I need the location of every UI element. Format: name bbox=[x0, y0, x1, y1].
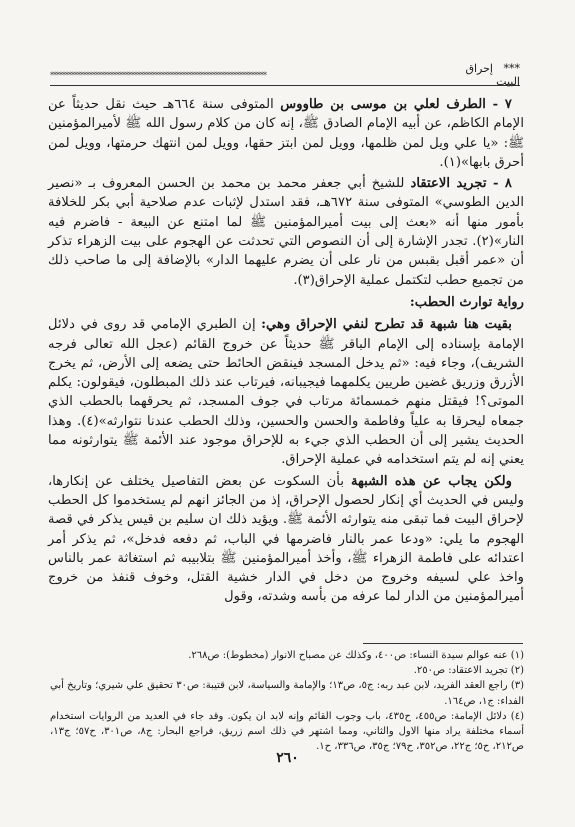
paragraph-objection: بقيت هنا شبهة قد تطرح لنفي الإحراق وهي: إن الطبري الإمامي قد روى في دلائل الإمامة بإسناده إلى الإمام الباقر ﷺ حديثاً عن خروج القائم (عجل الله تعالى فرجه الشريف)، وجاء فيه: «ثم يدخل المسجد فينقض الحائط حتى يضعه إلى الأرض، ثم يخرج الأزرق وزريق غضين طريين يكلمهما فيجيبانه، فيرتاب عند ذلك المبطلون، فيقولون: يكلم الموتى؟! فيقتل منهم خمسمائة مرتاب في جوف المسجد، ثم يحرقهما بالحطب الذي جمعاه ليحرقا به علياً وفاطمة والحسن والحسين، وذلك الحطب عندنا نتوارثه»(٤). وهذا الحديث يشير إلى أن الحطب الذي جيء به للإحراق موجود عند الأئمة ﷺ يتوارثونه مما يعني إنه لم يتم استخدامه في عملية الإحراق. bbox=[48, 317, 524, 468]
paragraph-8: ٨ - تجريد الاعتقاد للشيخ أبي جعفر محمد بن محمد بن الحسن المعروف بـ «نصير الدين الطوسي» المتوفى سنة ٦٧٢هـ، فقد استدل لإثبات عدم صلاحية أبي بكر للخلافة بأمور منها أنه «بعث إلى بيت أميرالمؤمنين ﷺ لما امتنع عن البيعة - فاضرم فيه النار»(٢). تجدر الإشارة إلى أن النصوص التي تحدثت عن الهجوم على بيت الزهراء تذكر أن «عمر أقبل بقبس من نار على أن يضرم عليهما الدار» بالإضافة إلى ما صاحب ذلك من تجميع حطب لتكتمل عملية الإحراق(٣). bbox=[48, 176, 524, 288]
footnote-2: (٢) تجريد الاعتقاد: ص٢٥٠. bbox=[413, 665, 524, 677]
header-ornament: *** bbox=[503, 62, 520, 75]
footnote-3: (٣) راجع العقد الفريد، لابن عبد ربه: ج٥، ص١٣؛ والإمامة والسياسة، لابن قتيبة: ص٣٠ تحقيق علي شيري؛ وتاريخ أبي الفداء: ج١، ص١٦٤. bbox=[50, 680, 525, 707]
section-heading: رواية توارث الحطب: bbox=[409, 294, 524, 310]
paragraph-7: ٧ - الطرف لعلي بن موسى بن طاووس المتوفى سنة ٦٦٤هـ حيث نقل حديثاً عن الإمام الكاظم، عن أبيه الإمام الصادق ﷺ، إنه كان من كلام رسول الله ﷺ لأميرالمؤمنين ﷺ: «يا علي ويل لمن ظلمها، وويل لمن ابتز حقها، وويل لمن انتهك حرمتها، وويل لمن أحرق بابها»(١). bbox=[48, 97, 524, 170]
footnotes bbox=[50, 648, 524, 754]
header-star-rule: ************************************************************************ bbox=[50, 70, 266, 80]
footnote-4: (٤) دلائل الإمامة: ص٤٥٥، ح٤٣٥، باب وجوب القائم وإنه لابد ان يكون. وقد جاء في العديد من الروايات استخدام أسماء مختلفة يراد منها الاول والثاني، ومما اشتهر في ذلك اسم زريق، فراجع البحار: ج٨، ص٣٠١، ح٥٧؛ ج١٣، ص٢١٢، ح٥؛ ج٢٢، ص٣٥٢، ح٧٩؛ ج٣٥، ص٣٣٦، ح١. bbox=[50, 710, 524, 753]
paragraph-reply: ولكن يجاب عن هذه الشبهة بأن السكوت عن بعض التفاصيل يختلف عن إنكارها، وليس في الحديث أي إنكار لحصول الإحراق، إذ من الجائز انهم لم يستخدموا كل الحطب لإحراق البيت فما تبقى منه يتوارثه الأئمة ﷺ. ويؤيد ذلك ان سليم بن قيس يذكر في قصة الهجوم ما يلي: «ودعا عمر بالنار فاضرمها في الباب، ثم دفعه فدخل»، ثم يذكر أمر اعتدائه على فاطمة الزهراء ﷺ، وأخذ أميرالمؤمنين ﷺ بتلابيبه ثم استغاثة عمر بالناس واخذ علي لسيفه وخروج من دخل في الدار خشية القتل، وخوف قنفذ من خروج أميرالمؤمنين من الدار لما عرفه من بأسه وشدته، وقول bbox=[48, 473, 524, 605]
footnote-rule bbox=[363, 643, 523, 644]
page-number: ٢٦٠ bbox=[276, 750, 299, 766]
header-title: إحراق البيت bbox=[465, 62, 520, 88]
main-text bbox=[48, 95, 524, 609]
footnote-1: (١) عنه عوالم سيدة النساء: ص٤٠٠، وكذلك عن مصباح الانوار (مخطوط): ص٢٦٨. bbox=[188, 650, 524, 661]
header-rule bbox=[50, 85, 520, 86]
running-header bbox=[50, 62, 520, 88]
